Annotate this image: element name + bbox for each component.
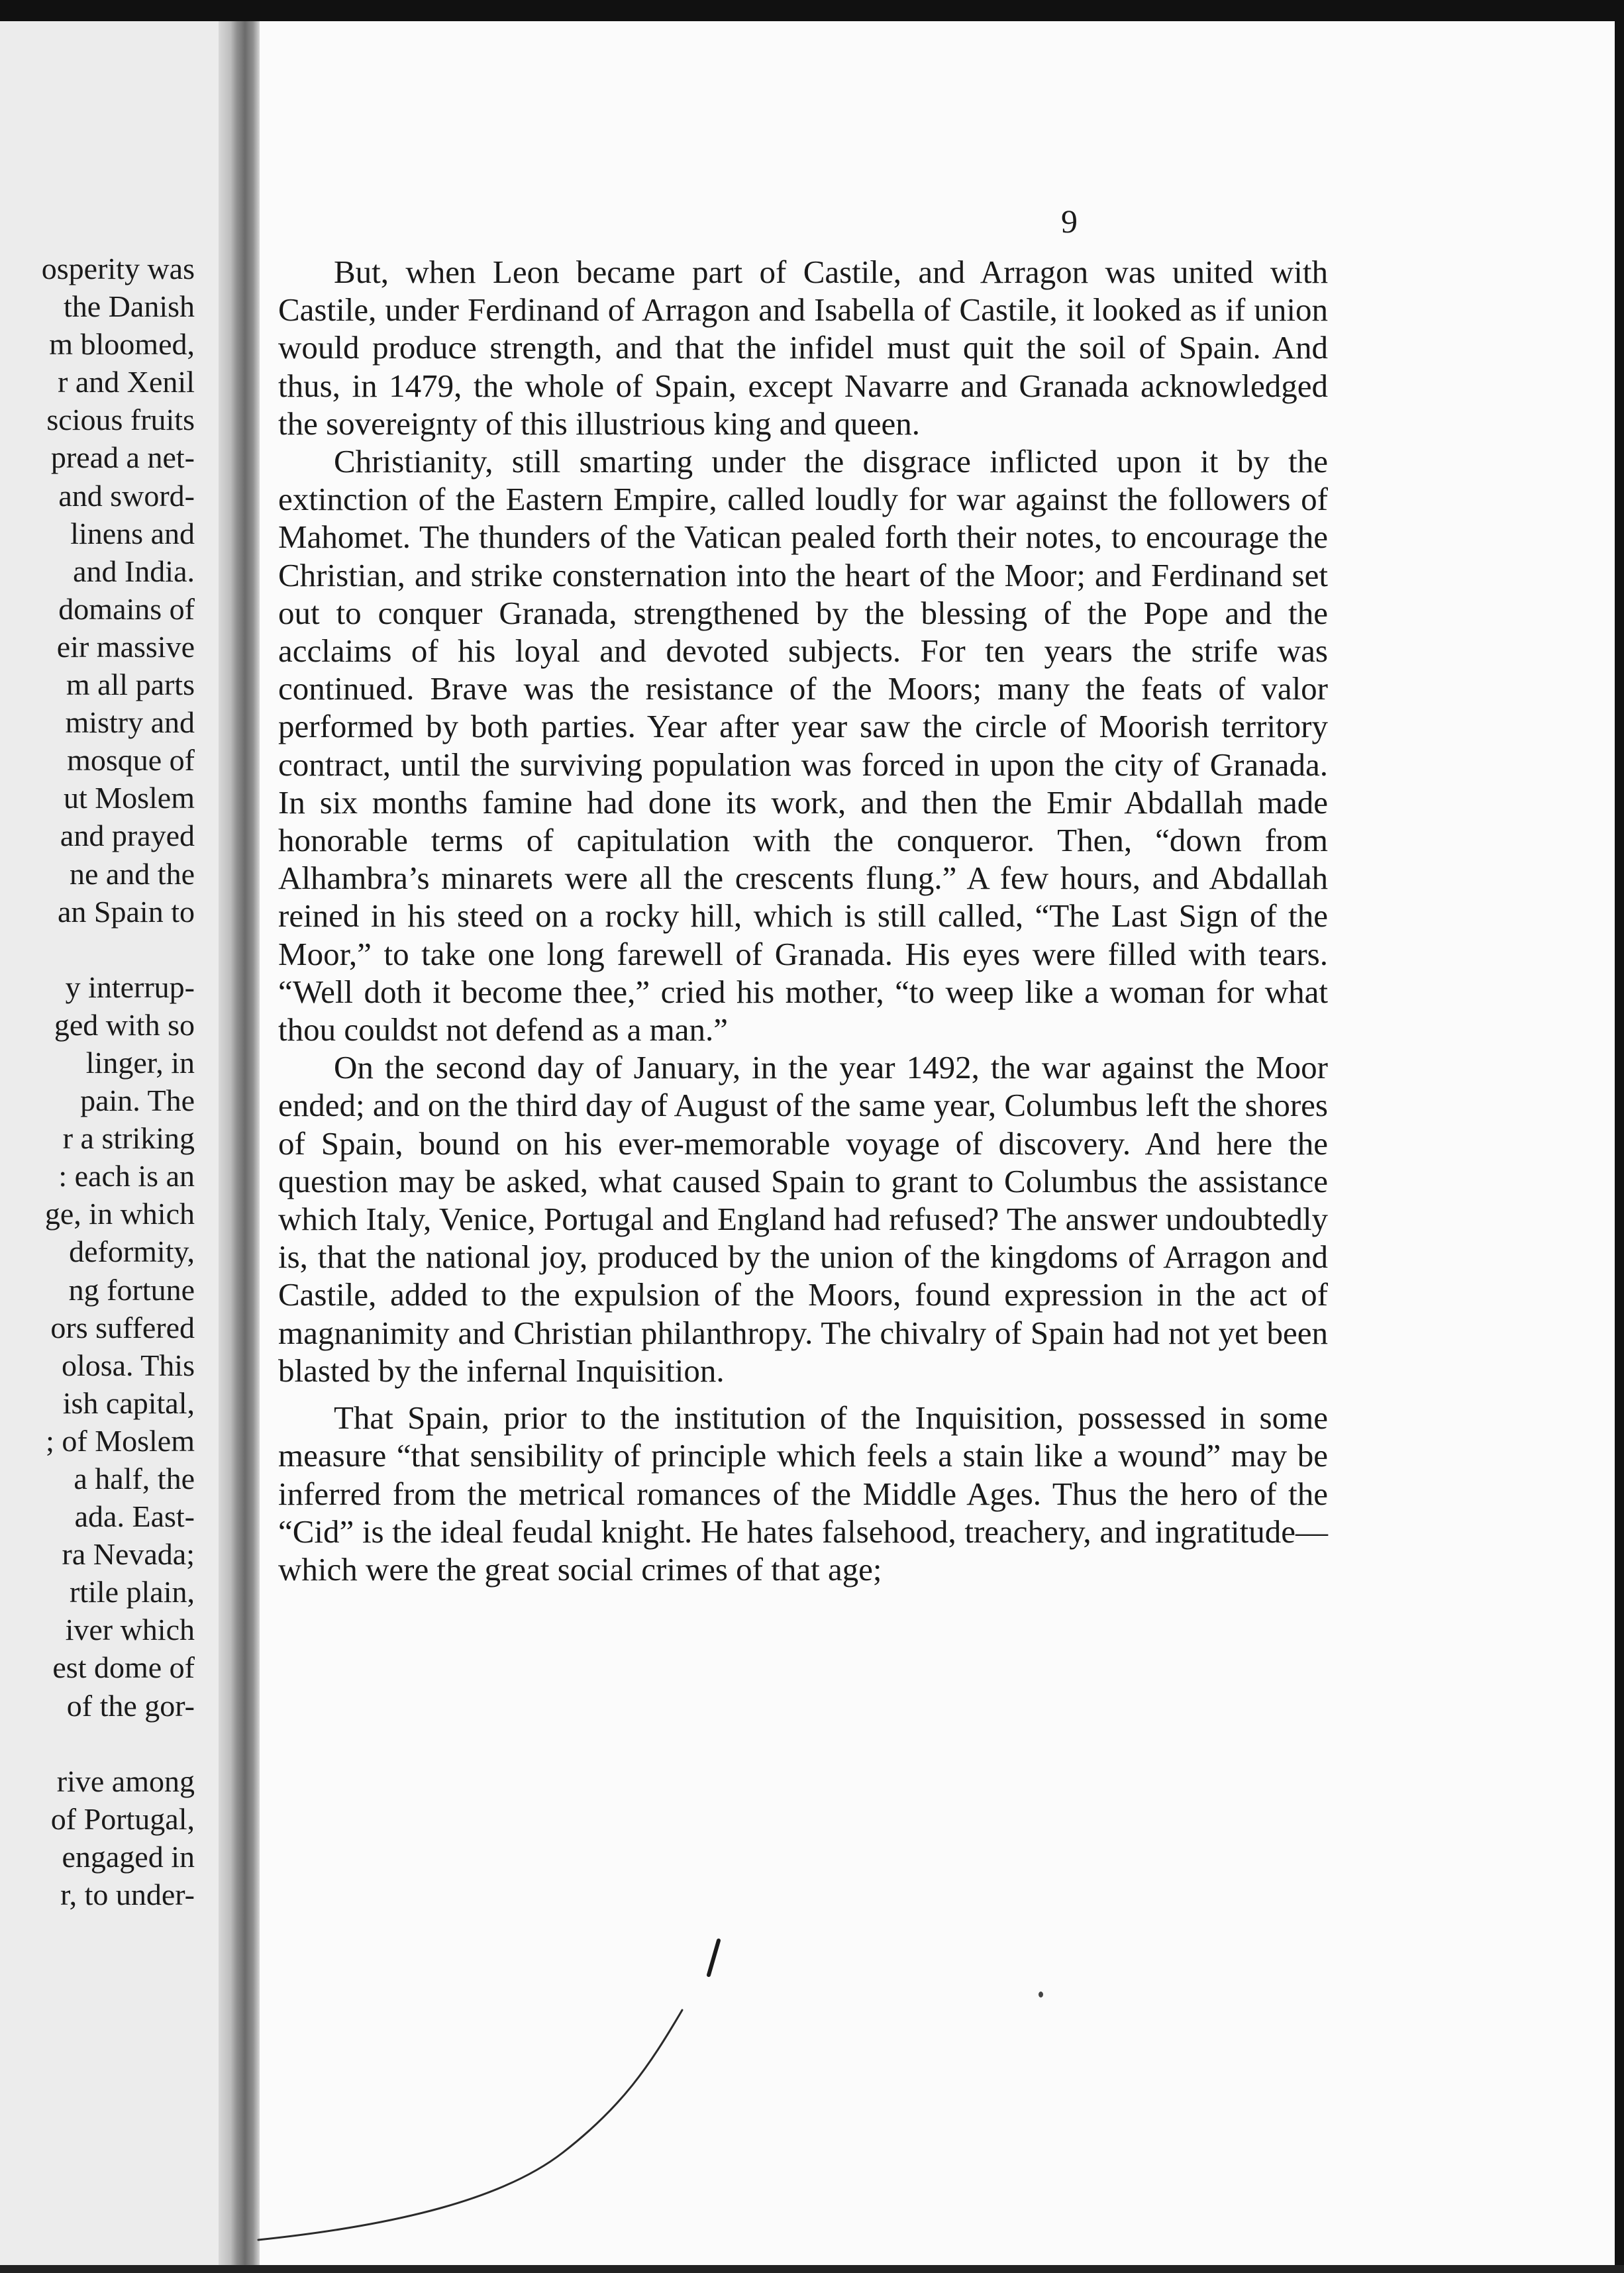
facing-page-line: est dome of — [52, 1650, 195, 1685]
facing-page-line: ra Nevada; — [62, 1537, 195, 1572]
facing-page-line: of Portugal, — [50, 1801, 195, 1836]
facing-page-line: ors suffered — [50, 1310, 195, 1344]
book-gutter — [219, 21, 260, 2265]
facing-page-line: and sword- — [58, 478, 195, 513]
facing-page-line: olosa. This — [61, 1348, 195, 1382]
facing-page-line — [0, 931, 195, 968]
facing-page-line: ish capital, — [62, 1386, 195, 1420]
facing-page-line: y interrup- — [65, 970, 195, 1004]
facing-page-line: domains of — [58, 591, 195, 626]
facing-page-line: and India. — [73, 554, 195, 588]
facing-page-line: rive among — [56, 1764, 195, 1798]
facing-page-line: m all parts — [66, 668, 195, 702]
facing-page-line: ged with so — [54, 1007, 195, 1042]
facing-page-line: osperity was — [41, 252, 195, 285]
scan-border-right — [1615, 0, 1624, 2273]
facing-page-line: pread a net- — [50, 440, 195, 475]
facing-page-line: : each is an — [58, 1159, 195, 1193]
facing-page-line: m bloomed, — [49, 327, 195, 362]
facing-page-line: rtile plain, — [69, 1575, 195, 1609]
page-number: 9 — [1061, 203, 1078, 240]
paragraph-2: Christianity, still smarting under the disgrace inflicted upon it by the extinction of the Eastern Empire, called loudly for war against the followers of Mahomet. The thunders of the Vatican pealed forth their notes, to encourage the Christian, and strike consternation into the heart of the Moor; and Ferdinand set out to conquer Granada, strengthened by the blessing of the Pope and the acclaims of his loyal and devoted subjects. For ten years the strife was continued. Brave was the resistance of the Moors; many the feats of valor performed by both parties. Year after year saw the circle of Moorish territory contract, until the surviving population was forced in upon the city of Granada. In six months famine had done its work, and then the Emir Abdallah made honorable terms of capitulation with the conqueror. Then, “down from Alhambra’s minarets were all the crescents flung.” A few hours, and Abdallah reined in his steed on a rocky hill, which is still called, “The Last Sign of the Moor,” to take one long farewell of Granada. His eyes were filled with tears. “Well doth it become thee,” cried his mother, “to weep like a woman for what thou couldst not defend as a man.” — [278, 443, 1328, 1048]
facing-page-line: scious fruits — [46, 403, 195, 437]
scan-border-top — [0, 0, 1624, 21]
facing-page-line: an Spain to — [58, 894, 195, 929]
facing-page-line: r a striking — [62, 1121, 195, 1156]
facing-page-line: ada. East- — [74, 1499, 195, 1534]
facing-page-line: ne and the — [69, 856, 195, 891]
paragraph-4: That Spain, prior to the institution of the Inquisition, possessed in some measure “that sensibility of principle which feels a stain like a wound” may be inferred from the metrical romances of the Middle Ages. Thus the hero of the “Cid” is the ideal feudal knight. He hates falsehood, treachery, and ingratitude—which were the great social crimes of that age; — [278, 1399, 1328, 1588]
facing-page-line: ng fortune — [68, 1272, 195, 1307]
page-body — [278, 253, 1328, 1588]
facing-page-line: of the gor- — [66, 1688, 195, 1723]
facing-page-line: iver which — [65, 1613, 195, 1647]
facing-page-line: r, to under- — [60, 1878, 195, 1912]
paragraph-1: But, when Leon became part of Castile, and Arragon was united with Castile, under Ferdinand of Arragon and Isabella of Castile, it looked as if union would produce strength, and that the infidel must quit the soil of Spain. And thus, in 1479, the whole of Spain, except Navarre and Granada acknowledged the sovereignty of this illustrious king and queen. — [278, 254, 1328, 442]
facing-page-line: mistry and — [65, 705, 195, 740]
facing-page-line: pain. The — [80, 1084, 195, 1118]
facing-page-line: deformity, — [69, 1235, 195, 1269]
facing-page-line: the Danish — [63, 289, 195, 324]
facing-page-line: ; of Moslem — [46, 1423, 195, 1458]
facing-page-line: eir massive — [56, 629, 195, 664]
facing-page-line: ut Moslem — [63, 781, 195, 815]
scan-border-bottom — [0, 2265, 1624, 2273]
facing-page-line: ge, in which — [44, 1197, 195, 1231]
facing-page-line: engaged in — [62, 1839, 195, 1874]
facing-page-text — [0, 250, 195, 1913]
facing-page-line: mosque of — [67, 743, 195, 778]
facing-page-line: linens and — [70, 516, 195, 550]
facing-page-line: a half, the — [74, 1462, 195, 1495]
facing-page-line: r and Xenil — [58, 365, 195, 399]
facing-page-line — [0, 1725, 195, 1762]
facing-page-left — [0, 21, 219, 2265]
facing-page-line: linger, in — [85, 1045, 195, 1080]
ink-dot — [1039, 1992, 1043, 1997]
pencil-mark — [252, 1934, 755, 2245]
facing-page-line: and prayed — [60, 819, 195, 853]
paragraph-3: On the second day of January, in the year 1492, the war against the Moor ended; and on the third day of August of the same year, Columbus left the shores of Spain, bound on his ever-memorable voyage of discovery. And here the question may be asked, what caused Spain to grant to Columbus the assistance which Italy, Venice, Portugal and England had refused? The answer undoubtedly is, that the national joy, produced by the union of the kingdoms of Arragon and Castile, added to the expulsion of the Moors, found expression in the act of magnanimity and Christian philanthropy. The chivalry of Spain had not yet been blasted by the infernal Inquisition. — [278, 1049, 1328, 1389]
